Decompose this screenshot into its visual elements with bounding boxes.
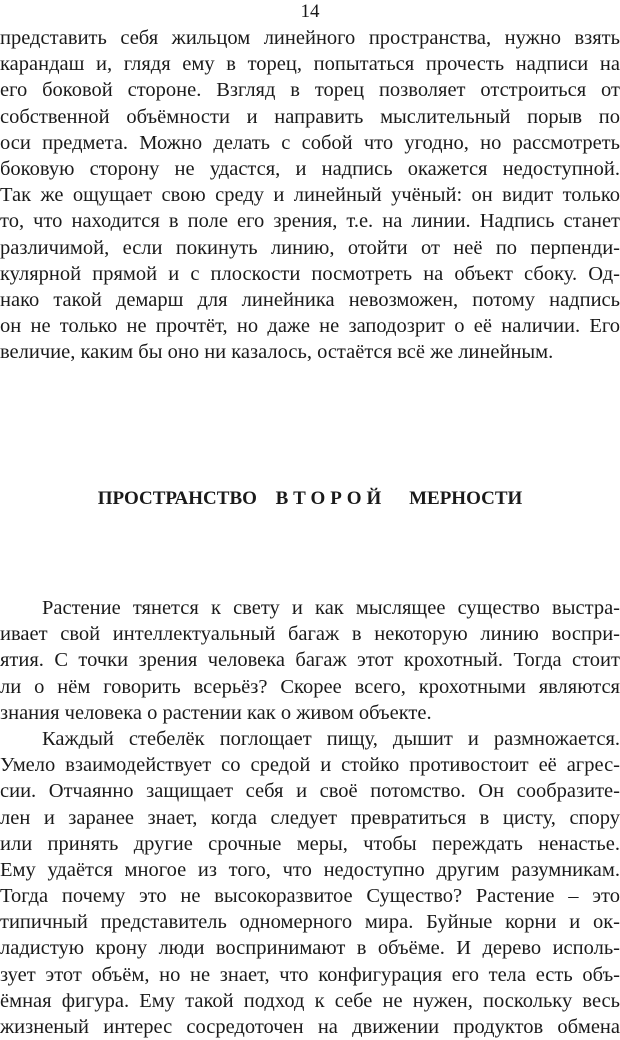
heading-part: МЕРНОСТИ [409,488,523,509]
text-line: ивает свой интеллектуальный багаж в некоторую линию воспри- [0,623,620,646]
text-line: карандаш и, глядя ему в торец, попытаться прочесть надписи на [0,53,620,76]
paragraph-3 [0,726,620,1040]
paragraph-2 [0,595,620,726]
text-line: Растение тянется к свету и как мыслящее существо выстра- [42,597,620,619]
text-line: то, что находится в поле его зрения, т.е. на линии. Надпись станет [0,210,620,233]
text-line: различимой, если покинуть линию, отойти от неё по перпенди- [0,236,620,259]
text-line: типичный представитель одномерного мира. Буйные корни и ок- [0,911,620,934]
text-line: ли о нём говорить всерьёз? Скорее всего, крохотными являются [0,675,620,698]
text-line: или принять другие срочные меры, чтобы переждать ненастье. [0,832,620,855]
text-line: ёмная фигура. Ему такой подход к себе не нужен, поскольку весь [0,989,620,1012]
heading-part: ПРОСТРАНСТВО [97,488,257,509]
page-number: 14 [300,1,320,22]
text-line: оси предмета. Можно делать с собой что угодно, но рассмотреть [0,131,620,154]
text-line: ятия. С точки зрения человека багаж этот крохотный. Тогда стоит [0,649,620,672]
text-line: Тогда почему это не высокоразвитое Существо? Растение – это [0,885,620,908]
text-line: кулярной прямой и с плоскости посмотреть на объект сбоку. Од- [0,262,620,285]
heading-part: ВТОРОЙ [275,488,387,509]
text-line: Каждый стебелёк поглощает пищу, дышит и размножается. [42,727,620,750]
text-line: жизненый интерес сосредоточен на движении продуктов обмена [0,1016,620,1038]
text-line: представить себя жильцом линейного пространства, нужно взять [0,27,620,49]
text-line: нако такой демарш для линейника невозможен, потому надпись [0,288,620,311]
text-line: сии. Отчаянно защищает себя и своё потомство. Он сообразите- [0,780,620,803]
text-line: он не только не прочтёт, но даже не заподозрит о её наличии. Его [0,315,620,338]
section-heading [0,484,620,514]
text-line: Так же ощущает свою среду и линейный учёный: он видит только [0,184,620,207]
text-line: лен и заранее знает, когда следует превратиться в цисту, спору [0,806,620,829]
text-line: собственной объёмности и направить мыслительный порыв по [0,105,620,128]
text-line: зует этот объём, но не знает, что конфигурация его тела есть объ- [0,963,620,986]
text-line: Умело взаимодействует со средой и стойко противостоит её агрес- [0,754,620,777]
text-line: его боковой стороне. Взгляд в торец позволяет отстроиться от [0,79,620,102]
text-line: знания человека о растении как о живом объекте. [0,701,432,724]
section-body [0,595,620,1040]
text-line: величие, каким бы оно ни казалось, остаётся всё же линейным. [0,341,554,364]
text-line: Ему удаётся многое из того, что недоступно другим разумникам. [0,858,620,881]
text-line: ладистую крону люди воспринимают в объёме. И дерево исполь- [0,937,620,960]
text-line: боковую сторону не удастся, и надпись окажется недоступной. [0,157,620,180]
paragraph-1 [0,25,620,365]
